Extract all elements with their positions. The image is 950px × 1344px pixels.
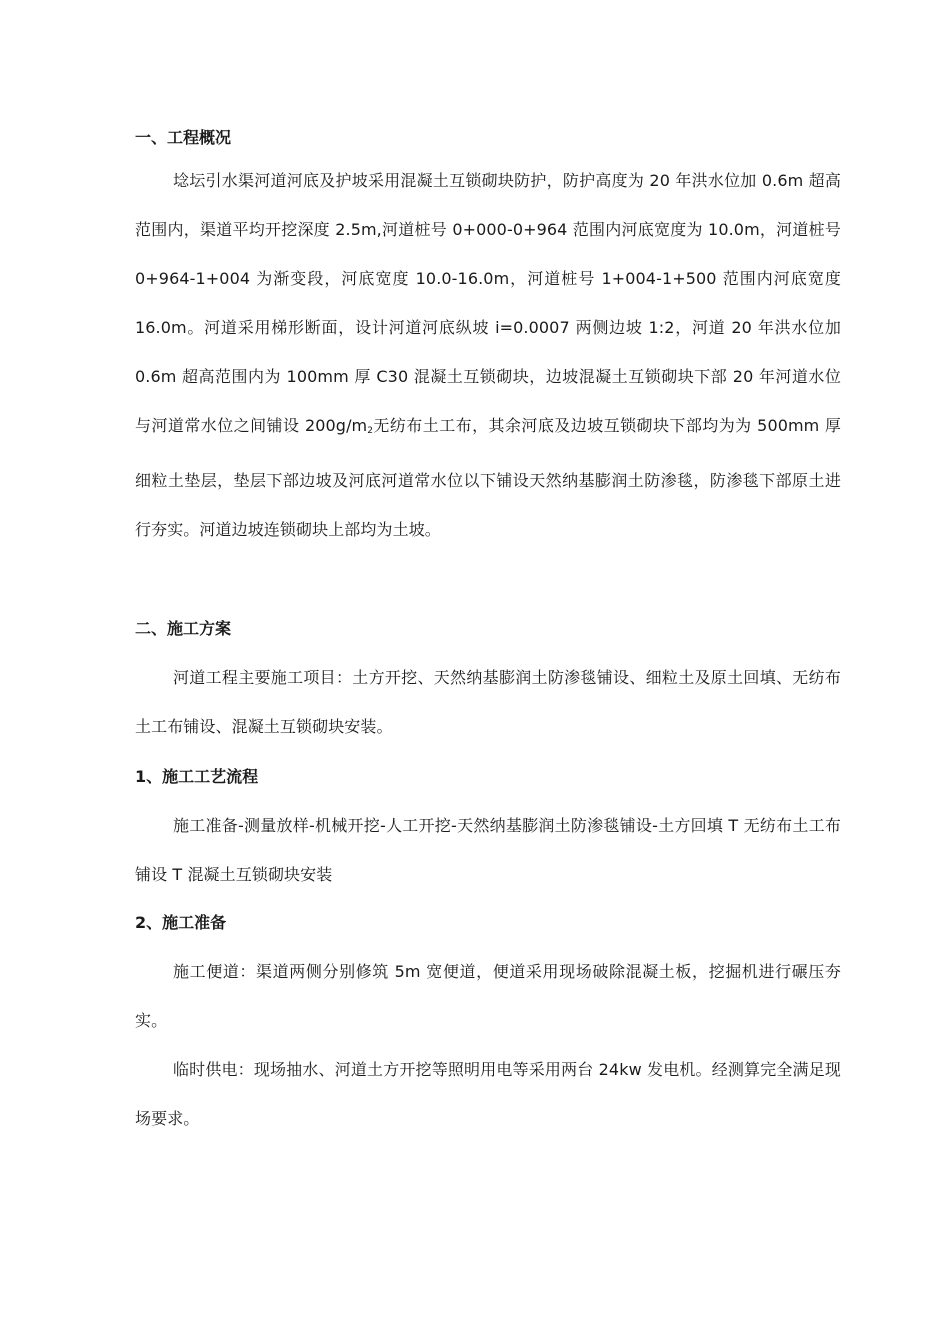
paragraph-overview-tail: 无纺布土工布，其余河底及边坡互锁砌块下部均为为 500mm 厚细粒土垫层，垫层下部边坡及河底河道常水位以下铺设天然纳基膨润土防渗毯，防渗毯下部原土进行夯实。河道边坡连锁砌块上部均为土坡。	[135, 416, 841, 539]
section-heading-preparation: 2、施工准备	[135, 913, 227, 932]
superscript-2: 2	[367, 426, 374, 436]
paragraph-power-supply: 临时供电：现场抽水、河道土方开挖等照明用电等采用两台 24kw 发电机。经测算完全满足现场要求。	[135, 1060, 841, 1128]
section-heading-plan: 二、施工方案	[135, 619, 232, 638]
section-heading-process: 1、施工工艺流程	[135, 767, 259, 786]
paragraph-process: 施工准备-测量放样-机械开挖-人工开挖-天然纳基膨润土防渗毯铺设-土方回填 T 无纺布土工布铺设 T 混凝土互锁砌块安装	[135, 816, 841, 884]
paragraph-overview	[135, 156, 841, 554]
paragraph-overview-text: 埝坛引水渠河道河底及护坡采用混凝土互锁砌块防护，防护高度为 20 年洪水位加 0.6m 超高范围内，渠道平均开挖深度 2.5m,河道桩号 0+000-0+964 范围内河底宽度为 10.0m，河道桩号 0+964-1+004 为渐变段，河底宽度 10.0-16.0m，河道桩号 1+004-1+500 范围内河底宽度 16.0m。河道采用梯形断面，设计河道河底纵坡 i=0.0007 两侧边坡 1:2，河道 20 年洪水位加 0.6m 超高范围内为 100mm 厚 C30 混凝土互锁砌块，边坡混凝土互锁砌块下部 20 年河道水位与河道常水位之间铺设 200g/m	[135, 171, 841, 435]
paragraph-plan: 河道工程主要施工项目：土方开挖、天然纳基膨润土防渗毯铺设、细粒土及原土回填、无纺布土工布铺设、混凝土互锁砌块安装。	[135, 668, 841, 736]
section-heading-overview: 一、工程概况	[135, 128, 232, 147]
paragraph-access-road: 施工便道：渠道两侧分别修筑 5m 宽便道，便道采用现场破除混凝土板，挖掘机进行碾压夯实。	[135, 962, 841, 1030]
